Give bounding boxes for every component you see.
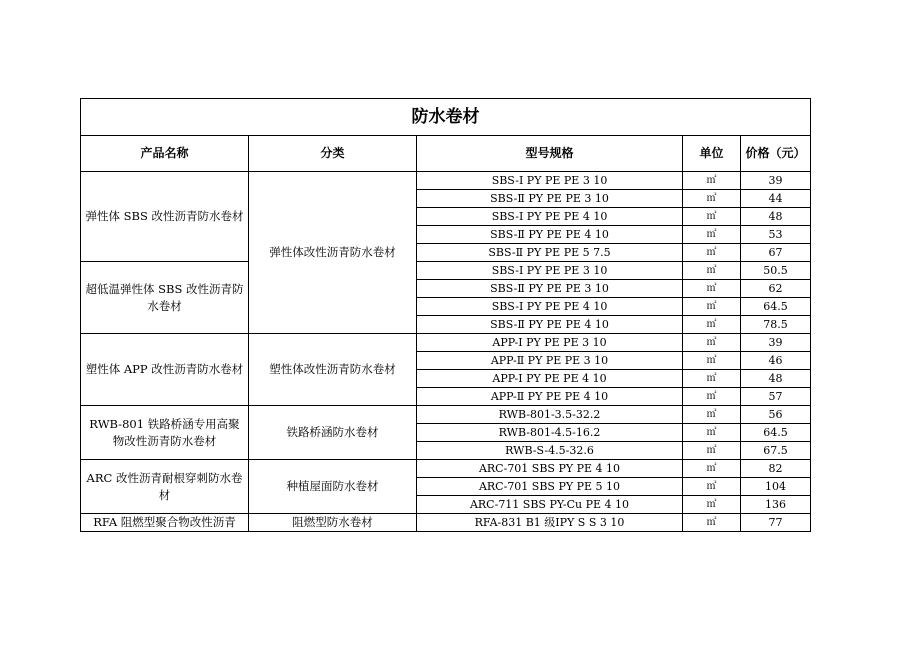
price-cell: 39 bbox=[741, 172, 811, 190]
unit-cell: ㎡ bbox=[683, 388, 741, 406]
spec-cell: SBS-I PY PE PE 3 10 bbox=[417, 172, 683, 190]
category-cell: 塑性体改性沥青防水卷材 bbox=[249, 334, 417, 406]
price-cell: 67.5 bbox=[741, 442, 811, 460]
product-name-cell: 塑性体 APP 改性沥青防水卷材 bbox=[81, 334, 249, 406]
spec-cell: SBS-Ⅱ PY PE PE 3 10 bbox=[417, 280, 683, 298]
price-cell: 64.5 bbox=[741, 424, 811, 442]
spec-cell: SBS-Ⅱ PY PE PE 5 7.5 bbox=[417, 244, 683, 262]
price-cell: 136 bbox=[741, 496, 811, 514]
unit-cell: ㎡ bbox=[683, 406, 741, 424]
unit-cell: ㎡ bbox=[683, 298, 741, 316]
price-table bbox=[80, 98, 811, 532]
unit-cell: ㎡ bbox=[683, 244, 741, 262]
spec-cell: APP-Ⅰ PY PE PE 3 10 bbox=[417, 334, 683, 352]
unit-cell: ㎡ bbox=[683, 262, 741, 280]
spreadsheet-sheet bbox=[80, 98, 811, 532]
price-cell: 48 bbox=[741, 208, 811, 226]
spec-cell: ARC-701 SBS PY PE 5 10 bbox=[417, 478, 683, 496]
header-spec: 型号规格 bbox=[417, 136, 683, 172]
price-cell: 67 bbox=[741, 244, 811, 262]
product-name-cell: 超低温弹性体 SBS 改性沥青防水卷材 bbox=[81, 262, 249, 334]
price-cell: 104 bbox=[741, 478, 811, 496]
unit-cell: ㎡ bbox=[683, 442, 741, 460]
unit-cell: ㎡ bbox=[683, 316, 741, 334]
spec-cell: RFA-831 B1 级ⅠPY S S 3 10 bbox=[417, 514, 683, 532]
table-title: 防水卷材 bbox=[81, 99, 811, 136]
table-row bbox=[81, 262, 811, 280]
unit-cell: ㎡ bbox=[683, 514, 741, 532]
spec-cell: SBS-Ⅰ PY PE PE 3 10 bbox=[417, 262, 683, 280]
price-cell: 50.5 bbox=[741, 262, 811, 280]
unit-cell: ㎡ bbox=[683, 424, 741, 442]
spec-cell: ARC-701 SBS PY PE 4 10 bbox=[417, 460, 683, 478]
unit-cell: ㎡ bbox=[683, 334, 741, 352]
price-cell: 64.5 bbox=[741, 298, 811, 316]
unit-cell: ㎡ bbox=[683, 226, 741, 244]
spec-cell: SBS-Ⅰ PY PE PE 4 10 bbox=[417, 298, 683, 316]
unit-cell: ㎡ bbox=[683, 208, 741, 226]
price-cell: 44 bbox=[741, 190, 811, 208]
price-cell: 39 bbox=[741, 334, 811, 352]
unit-cell: ㎡ bbox=[683, 478, 741, 496]
category-cell: 阻燃型防水卷材 bbox=[249, 514, 417, 532]
header-category: 分类 bbox=[249, 136, 417, 172]
unit-cell: ㎡ bbox=[683, 496, 741, 514]
spec-cell: ARC-711 SBS PY-Cu PE 4 10 bbox=[417, 496, 683, 514]
spec-cell: APP-Ⅰ PY PE PE 4 10 bbox=[417, 370, 683, 388]
price-cell: 82 bbox=[741, 460, 811, 478]
spec-cell: SBS-Ⅱ PY PE PE 4 10 bbox=[417, 226, 683, 244]
price-cell: 57 bbox=[741, 388, 811, 406]
spec-cell: SBS-Ⅱ PY PE PE 4 10 bbox=[417, 316, 683, 334]
header-unit: 单位 bbox=[683, 136, 741, 172]
table-row bbox=[81, 334, 811, 352]
spec-cell: SBS-Ⅰ PY PE PE 4 10 bbox=[417, 208, 683, 226]
price-cell: 46 bbox=[741, 352, 811, 370]
unit-cell: ㎡ bbox=[683, 190, 741, 208]
unit-cell: ㎡ bbox=[683, 460, 741, 478]
header-product: 产品名称 bbox=[81, 136, 249, 172]
table-row bbox=[81, 460, 811, 478]
header-price: 价格（元） bbox=[741, 136, 811, 172]
category-cell: 铁路桥涵防水卷材 bbox=[249, 406, 417, 460]
unit-cell: ㎡ bbox=[683, 352, 741, 370]
table-row bbox=[81, 514, 811, 532]
spec-cell: RWB-S-4.5-32.6 bbox=[417, 442, 683, 460]
category-cell: 种植屋面防水卷材 bbox=[249, 460, 417, 514]
table-body bbox=[81, 172, 811, 532]
category-cell: 弹性体改性沥青防水卷材 bbox=[249, 172, 417, 334]
unit-cell: ㎡ bbox=[683, 280, 741, 298]
product-name-cell: RWB-801 铁路桥涵专用高聚物改性沥青防水卷材 bbox=[81, 406, 249, 460]
price-cell: 53 bbox=[741, 226, 811, 244]
price-cell: 56 bbox=[741, 406, 811, 424]
price-cell: 48 bbox=[741, 370, 811, 388]
unit-cell: ㎡ bbox=[683, 370, 741, 388]
header-row bbox=[81, 136, 811, 172]
spec-cell: RWB-801-4.5-16.2 bbox=[417, 424, 683, 442]
spec-cell: SBS-Ⅱ PY PE PE 3 10 bbox=[417, 190, 683, 208]
table-row bbox=[81, 406, 811, 424]
spec-cell: APP-Ⅱ PY PE PE 4 10 bbox=[417, 388, 683, 406]
price-cell: 78.5 bbox=[741, 316, 811, 334]
table-row bbox=[81, 172, 811, 190]
product-name-cell: RFA 阻燃型聚合物改性沥青 bbox=[81, 514, 249, 532]
unit-cell: ㎡ bbox=[683, 172, 741, 190]
product-name-cell: ARC 改性沥青耐根穿刺防水卷材 bbox=[81, 460, 249, 514]
product-name-cell: 弹性体 SBS 改性沥青防水卷材 bbox=[81, 172, 249, 262]
price-cell: 77 bbox=[741, 514, 811, 532]
spec-cell: RWB-801-3.5-32.2 bbox=[417, 406, 683, 424]
price-cell: 62 bbox=[741, 280, 811, 298]
spec-cell: APP-Ⅱ PY PE PE 3 10 bbox=[417, 352, 683, 370]
